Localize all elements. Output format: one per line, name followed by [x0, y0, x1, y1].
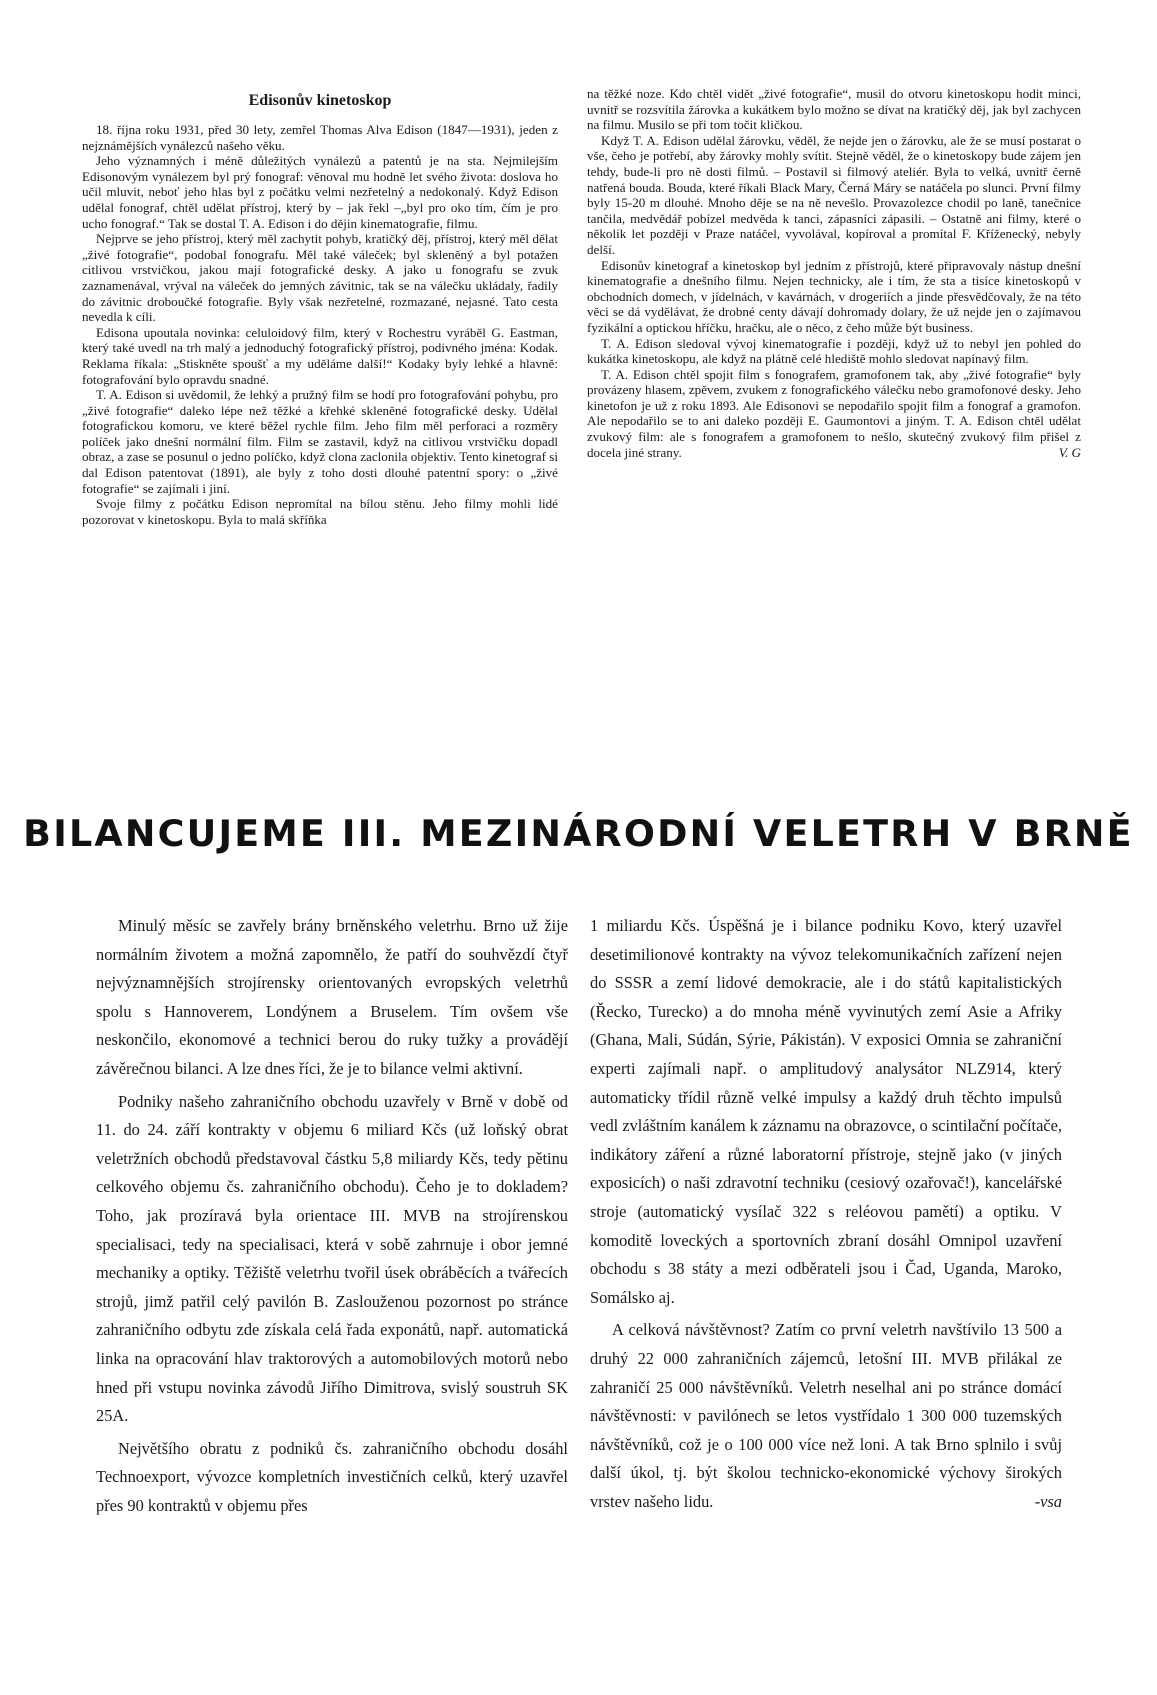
paragraph: T. A. Edison sledoval vývoj kinematografie i později, když už to nebyl jen pohled do kukátka kinetoskopu, ale když na plátně celé hlediště mohlo sledovat napínavý film.: [587, 335, 1081, 367]
article-title: Edisonův kinetoskop: [248, 92, 392, 109]
paragraph: Edisonův kinetograf a kinetoskop byl jedním z přístrojů, které připravovaly nástup dnešní kinematografie a dnešního filmu. Nejen technicky, ale i tím, že sta a tisíce kinetoskopů v obchodních domech, v jídelnách, v kavárnách, v drogeriích a jinde přesvědčovaly, že na této věci se dá vydělávat, že drobné centy dávají dohromady dolary, že už nejde jen o zajímavou fyzikální a optickou hříčku, hračku, ale o něco, z čeho může být business.: [587, 257, 1081, 335]
article-column-left: [96, 912, 568, 1524]
paragraph: 1 miliardu Kčs. Úspěšná je i bilance podniku Kovo, který uzavřel desetimilionové kontrakty na vývoz telekomunikačních zařízení nejen do SSSR a zemí lidové demokracie, ale i do států kapitalistických (Řecko, Turecko) a do mnoha méně vyvinutých zemí Asie a Afriky (Ghana, Mali, Súdán, Sýrie, Pákistán). V exposici Omnia se zahraniční experti zajímali např. o amplitudový analysátor NLZ914, který automaticky třídil různě velké impulsy a každý druh těchto impulsů vedl zvláštním kanálem k záznamu na obrazovce, o scintilační počítače, indikátory záření a různé laboratorní přístroje, stejně jako (v jiných exposicích) o naši zdravotní techniku (cesiový ozařovač!), kancelářské stroje (automatický vysílač 322 s reléovou pamětí) a optiku. V komoditě loveckých a sportovních zbraní dosáhl Omnipol uzavření obchodu s 38 státy a mezi odběrateli jsou i Čad, Uganda, Maroko, Somálsko aj.: [590, 916, 1062, 1307]
paragraph-text: A celková návštěvnost? Zatím co první veletrh navštívilo 13 500 a druhý 22 000 zahraničních zájemců, letošní III. MVB přilákal ze zahraničí 25 000 návštěvníků. Veletrh neselhal ani po stránce domácí návštěvnosti: v pavilónech se letos vystřídalo 1 300 000 tuzemských návštěvníků, což je o 100 000 více než loni. A tak Brno splnilo i svůj další úkol, tj. být školou technicko-ekonomické výchovy širokých vrstev našeho lidu.: [590, 1320, 1062, 1511]
paragraph-last: [587, 367, 1081, 461]
article-column-right: [587, 86, 1081, 460]
author-signature: V. G: [1058, 444, 1081, 460]
paragraph: na těžké noze. Kdo chtěl vidět „živé fotografie“, musil do otvoru kinetoskopu hodit minci, uvnitř se rozsvítila žárovka a kukátkem bylo možno se dívat na kratičký děj, jak byl zachycen na filmu. Musilo se při tom točit kličkou.: [587, 86, 1081, 133]
article-column-left: [82, 86, 558, 527]
paragraph: 18. října roku 1931, před 30 lety, zemřel Thomas Alva Edison (1847—1931), jeden z nejznámějších vynálezců našeho věku.: [82, 122, 558, 153]
paragraph: T. A. Edison si uvědomil, že lehký a pružný film se hodí pro fotografování pohybu, pro „živé fotografie“ daleko lépe než těžké a křehké skleněné fotografické desky. Udělal fotografickou komoru, ve které běžel rychle film. Jeho film měl perforaci a rozměry políček jako dnešní normální film. Film se zastavil, když na citlivou vrstvičku dopadl obraz, a zase se posunul o jedno políčko, když clona zaclonila objektiv. Tento kinetograf si dal Edison patentovat (1891), ale byly z toho dosti dlouhé patentní spory: o „živé fotografie“ se zajímali i jiní.: [82, 387, 558, 496]
paragraph-text: T. A. Edison chtěl spojit film s fonografem, gramofonem tak, aby „živé fotografie“ byly provázeny hlasem, zpěvem, zvukem z fonografického válečku nebo gramofonové desky. Jeho kinetofon je už z roku 1893. Ale Edisonovi se nepodařilo spojit film a fonograf a gramofon. Ale nepodařilo se to ani daleko později E. Gaumontovi a jiným. T. A. Edison chtěl udělat zvukový film: ale s fonografem a gramofonem to nešlo, skutečný zvukový film přišel z docela jiné strany.: [587, 366, 1081, 460]
paragraph: Jeho významných i méně důležitých vynálezů a patentů je na sta. Nejmilejším Edisonovým vynálezem byl prý fonograf: věnoval mu hodně let svého života: doslova ho učil mluvit, neboť jeho hlas byl z počátku velmi nezřetelný a nedokonalý. Když Edison udělal fonograf, chtěl udělat přístroj, který by – jak řekl –„byl pro oko tím, čím je pro ucho fonograf.“ Tak se dostal T. A. Edison i do dějin kinematografie, filmu.: [82, 153, 558, 231]
author-signature: -vsa: [1034, 1491, 1062, 1511]
paragraph: Podniky našeho zahraničního obchodu uzavřely v Brně v době od 11. do 24. září kontrakty v objemu 6 miliard Kčs (už loňský obrat veletržních obchodů představoval částku 5,8 miliardy Kčs, tedy pětinu celkového objemu čs. zahraničního obchodu). Čeho je to dokladem? Toho, jak prozíravá byla orientace III. MVB na strojírenskou specialisaci, tedy na specialisaci, která v sobě zahrnuje i obor jemné mechaniky a optiky. Těžiště veletrhu tvořil úsek obráběcích a tvářecích strojů, jimž patřil celý pavilón B. Zaslouženou pozornost po stránce zahraničního odbytu zde získala celá řada exponátů, např. automatická linka na opracování hlav traktorových a automobilových motorů nebo hned při vstupu novinka závodů Jiřího Dimitrova, svislý soustruh SK 25A.: [96, 1091, 568, 1426]
paragraph-last: [590, 1316, 1062, 1516]
paragraph: Nejprve se jeho přístroj, který měl zachytit pohyb, kratičký děj, přístroj, který měl dělat „živé fotografie“, podobal fonografu. Měl také váleček; byl skleněný a byl potažen citlivou vrstvičkou, jakou mají fotografické desky. A jako u fonografu se zvuk zaznamenával, vrýval na váleček do jemných závitnic, tak se na válečku ukládaly, řadily do závitnic droboučké fotografie. Byly však nezřetelné, rozmazané, nejasné. Tato cesta nevedla k cíli.: [82, 231, 558, 325]
paragraph: Minulý měsíc se zavřely brány brněnského veletrhu. Brno už žije normálním životem a možná zapomnělo, že patří do souhvězdí čtyř nejvýznamnějších strojírensky orientovaných evropských veletrhů spolu s Hannoverem, Londýnem a Bruselem. Tím ovšem vše neskončilo, ekonomové a technici berou do ruky tužky a provádějí závěrečnou bilanci. A lze dnes říci, že je to bilance velmi aktivní.: [96, 916, 568, 1078]
paragraph: Největšího obratu z podniků čs. zahraničního obchodu dosáhl Technoexport, vývozce kompletních investičních celků, který uzavřel přes 90 kontraktů v objemu přes: [96, 1438, 568, 1515]
paragraph: Když T. A. Edison udělal žárovku, věděl, že nejde jen o žárovku, ale že se musí postarat o vše, čeho je potřebí, aby žárovky mohly svítit. Stejně věděl, že o kinetoskopy bude zájem jen tehdy, bude-li pro ně dosti filmů. – Postavil si filmový ateliér. Byla to velká, uvnitř černě natřená bouda. Bouda, které říkali Black Mary, Černá Máry se natáčela po slunci. První filmy byly 15-20 m dlouhé. Mnoho děje se na ně nevešlo. Provazolezce chodil po laně, tanečnice tančila, medvědář pobízel medvěda k tanci, zápasníci zápasili. – Ostatně ani filmy, které o několik let později v Praze natáčel, vyvolával, kopíroval a promítal F. Kříženecký, nebyly delší.: [587, 132, 1081, 257]
paragraph: Svoje filmy z počátku Edison nepromítal na bílou stěnu. Jeho filmy mohli lidé pozorovat v kinetoskopu. Byla to malá skříňka: [82, 496, 558, 527]
paragraph: Edisona upoutala novinka: celuloidový film, který v Rochestru vyráběl G. Eastman, který také uvedl na trh malý a jednoduchý fotografický přístroj, podivného jména: Kodak. Reklama říkala: „Stiskněte spoušť a my uděláme další!“ Kodaky byly lehké a hlavně: fotografování bylo opravdu snadné.: [82, 324, 558, 387]
headline: BILANCUJEME III. MEZINÁRODNÍ VELETRH V BRNĚ: [23, 812, 1134, 855]
article-column-right: [590, 912, 1062, 1520]
